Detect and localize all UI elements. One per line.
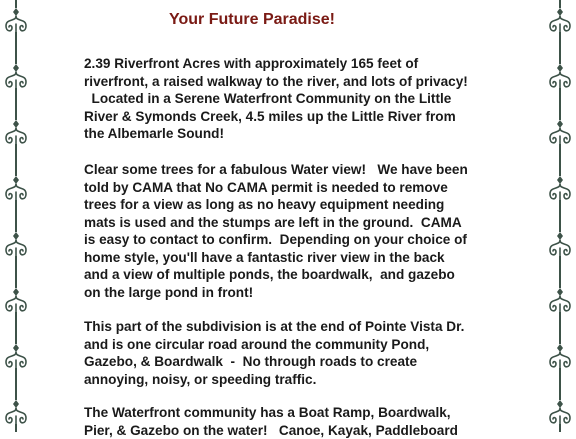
text-line: annoying, noisy, or speeding traffic. xyxy=(84,371,464,389)
text-line: Clear some trees for a fabulous Water view! We have been xyxy=(84,161,468,179)
text-line: the Albemarle Sound! xyxy=(84,125,468,143)
paragraph-community-amenities xyxy=(84,404,458,439)
text-line: on the large pond in front! xyxy=(84,284,468,302)
paragraph-riverfront-acres xyxy=(84,55,468,143)
text-line: Located in a Serene Waterfront Community on the Little xyxy=(84,90,468,108)
text-line: and is one circular road around the community Pond, xyxy=(84,336,464,354)
text-line: mats is used and the stumps are left in the ground. CAMA xyxy=(84,214,468,232)
page-title: Your Future Paradise! xyxy=(122,11,382,29)
text-line: trees for a view as long as no heavy equipment needing xyxy=(84,196,468,214)
text-line: and a view of multiple ponds, the boardwalk, and gazebo xyxy=(84,266,468,284)
text-line: River & Symonds Creek, 4.5 miles up the Little River from xyxy=(84,108,468,126)
right-ornament-border-icon xyxy=(544,0,576,432)
text-line: 2.39 Riverfront Acres with approximately 165 feet of xyxy=(84,55,468,73)
left-ornament-border-icon xyxy=(0,0,32,432)
paragraph-subdivision xyxy=(84,318,464,388)
text-line: Gazebo, & Boardwalk - No through roads to create xyxy=(84,353,464,371)
text-line: told by CAMA that No CAMA permit is needed to remove xyxy=(84,179,468,197)
text-line: home style, you'll have a fantastic river view in the back xyxy=(84,249,468,267)
text-line: is easy to contact to confirm. Depending on your choice of xyxy=(84,231,468,249)
text-line: This part of the subdivision is at the end of Pointe Vista Dr. xyxy=(84,318,464,336)
paragraph-water-view xyxy=(84,161,468,301)
text-line: Pier, & Gazebo on the water! Canoe, Kayak, Paddleboard xyxy=(84,422,458,439)
text-line: The Waterfront community has a Boat Ramp, Boardwalk, xyxy=(84,404,458,422)
text-line: riverfront, a raised walkway to the river, and lots of privacy! xyxy=(84,73,468,91)
